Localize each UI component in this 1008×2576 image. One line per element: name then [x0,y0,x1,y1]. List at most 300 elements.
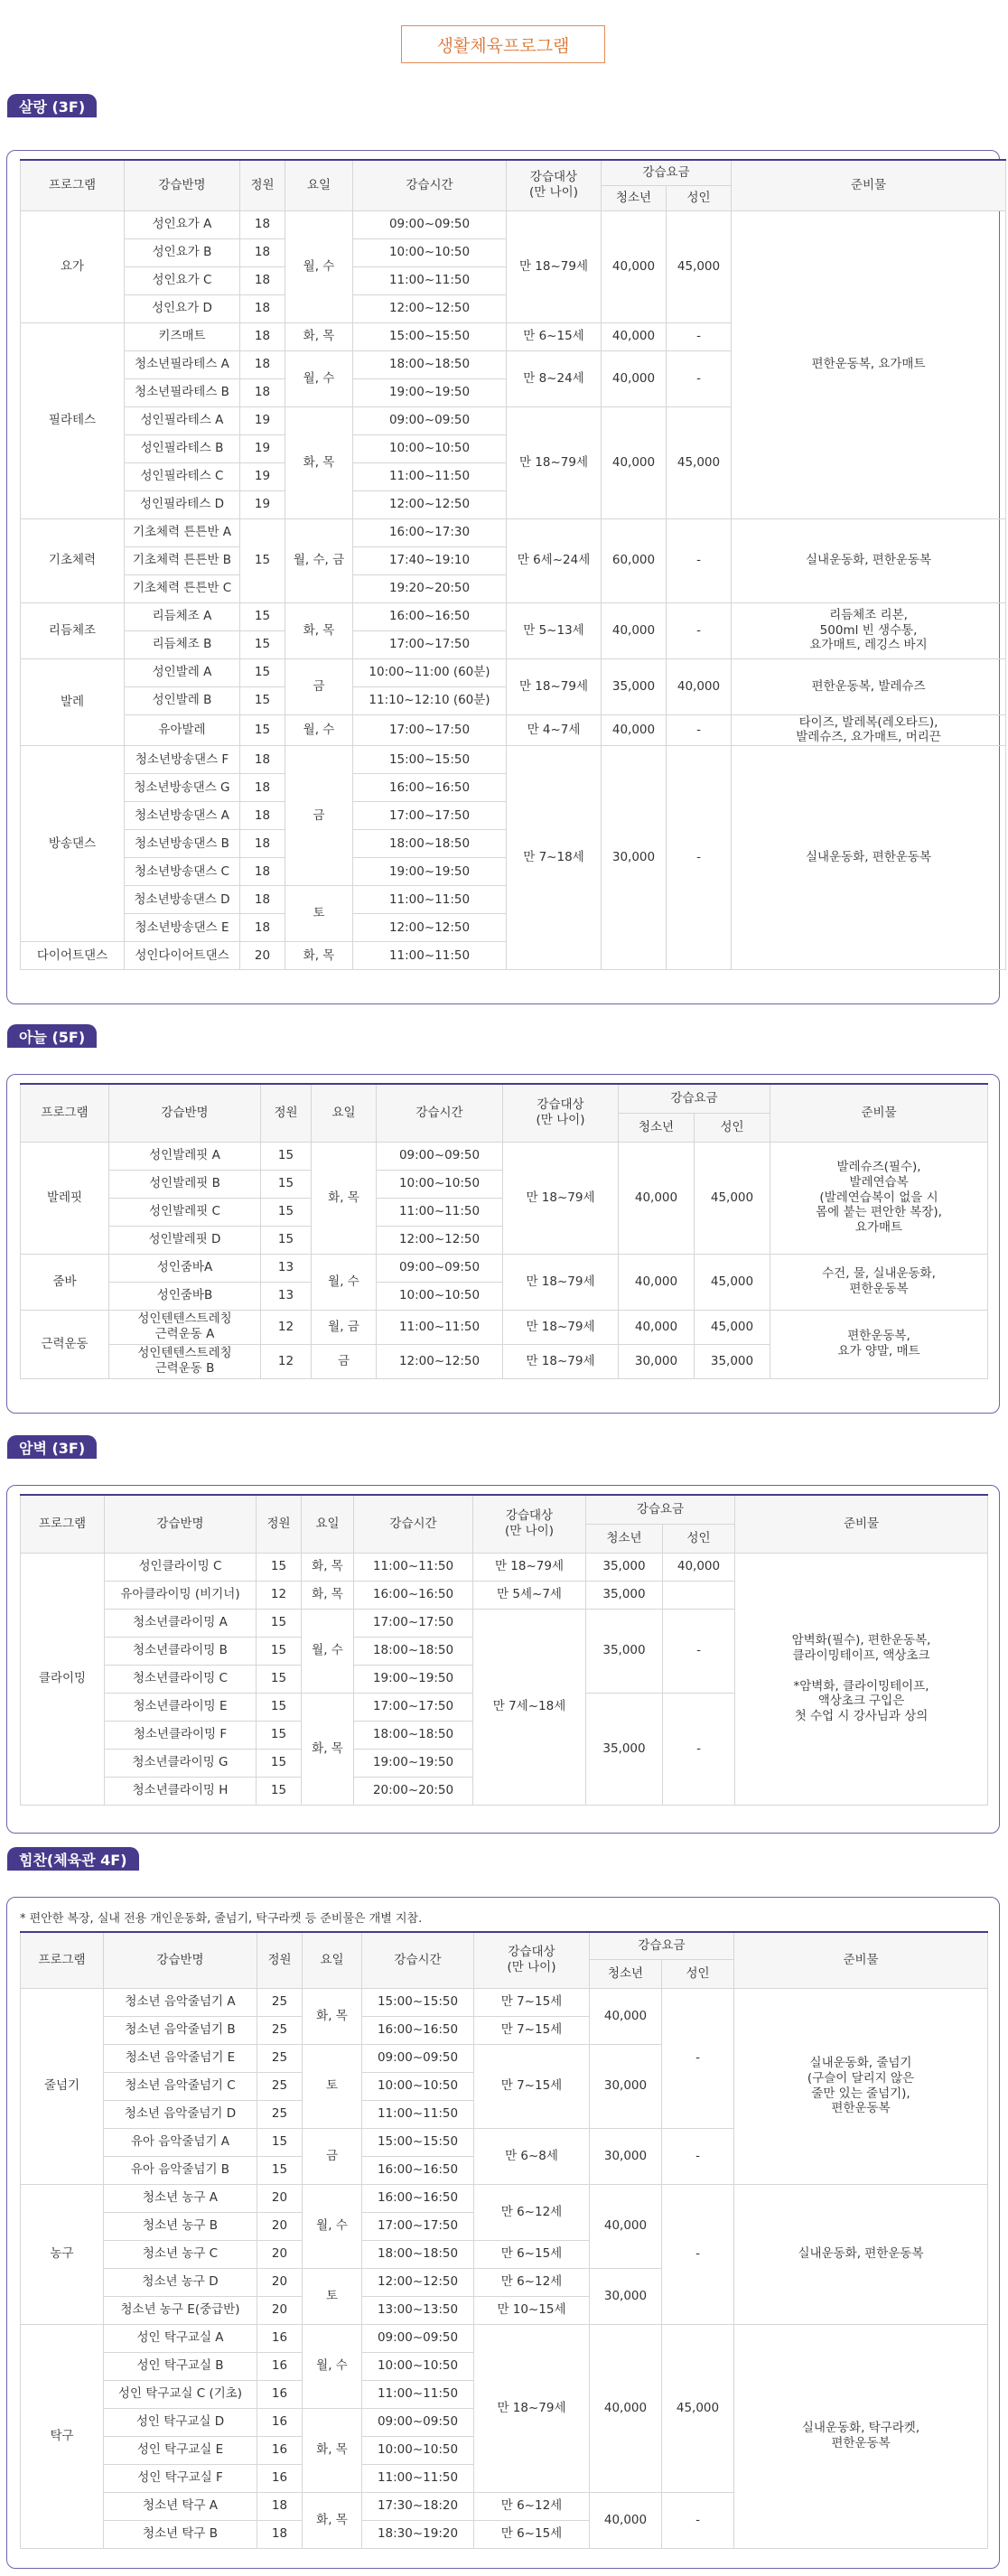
cell-col-3: 토 [303,2044,362,2128]
cell-col-2: 15 [257,1637,302,1665]
cell-col-4: 11:00~11:50 [353,266,507,294]
cell-col-6: 40,000 [619,1254,695,1310]
cell-col-2: 15 [257,1777,302,1805]
cell-col-5: 만 7~15세 [474,2044,590,2128]
cell-col-0: 발레핏 [21,1142,109,1254]
cell-col-3: 토 [303,2268,362,2324]
cell-col-3: 토 [285,886,353,942]
cell-col-2: 13 [261,1282,312,1310]
cell-col-4: 09:00~09:50 [377,1142,503,1170]
cell-col-1: 청소년방송댄스 F [125,746,240,774]
cell-col-5: 만 6~12세 [474,2268,590,2296]
table-row [21,658,1006,686]
cell-col-3: 화, 목 [303,2408,362,2492]
header-program: 프로그램 [21,1932,104,1988]
cell-col-1: 청소년 탁구 A [104,2492,257,2520]
cell-col-2: 18 [240,378,285,406]
cell-col-2: 20 [257,2296,303,2324]
table-row [21,210,1006,238]
cell-col-0: 탁구 [21,2324,104,2548]
cell-col-1: 성인 탁구교실 D [104,2408,257,2436]
header-youth: 청소년 [586,1524,663,1553]
cell-col-4: 11:00~11:50 [377,1198,503,1226]
cell-col-4: 17:00~17:50 [354,1609,473,1637]
cell-col-5: 만 7~18세 [507,746,602,970]
schedule-table [20,1931,988,2549]
cell-col-1: 유아 음악줄넘기 B [104,2156,257,2184]
cell-col-2: 15 [257,2156,303,2184]
cell-col-5: 만 10~15세 [474,2296,590,2324]
cell-col-3: 화, 목 [285,406,353,518]
cell-col-1: 성인요가 D [125,294,240,322]
cell-col-8: 리듬체조 리본, 500ml 빈 생수통, 요가매트, 레깅스 바지 [732,602,1006,658]
cell-col-2: 15 [240,518,285,602]
cell-col-3: 화, 목 [285,322,353,350]
cell-col-1: 청소년 농구 C [104,2240,257,2268]
header-items: 준비물 [732,160,1006,210]
cell-col-3: 월, 금 [312,1310,377,1344]
cell-col-0: 줄넘기 [21,1988,104,2184]
cell-col-4: 19:00~19:50 [353,858,507,886]
cell-col-4: 20:00~20:50 [354,1777,473,1805]
cell-col-3: 금 [285,746,353,886]
cell-col-0: 방송댄스 [21,746,125,942]
cell-col-8: 타이즈, 발레복(레오타드), 발레슈즈, 요가매트, 머리끈 [732,714,1006,746]
cell-col-0: 농구 [21,2184,104,2324]
cell-col-5: 만 18~79세 [503,1254,619,1310]
cell-col-7: - [667,746,732,970]
cell-col-4: 15:00~15:50 [353,322,507,350]
cell-col-7: 45,000 [695,1254,770,1310]
cell-col-1: 유아 음악줄넘기 A [104,2128,257,2156]
cell-col-3: 금 [285,658,353,714]
cell-col-2: 19 [240,434,285,462]
table-row [21,1988,988,2016]
header-youth: 청소년 [619,1113,695,1142]
header-adult: 성인 [663,1524,735,1553]
cell-col-1: 청소년클라이밍 E [105,1693,257,1721]
cell-col-7: 45,000 [695,1142,770,1254]
cell-col-2: 16 [257,2464,303,2492]
cell-col-1: 청소년 농구 B [104,2212,257,2240]
cell-col-1: 성인텐텐스트레칭 근력운동 A [109,1310,261,1344]
cell-col-1: 성인줌바B [109,1282,261,1310]
header-class: 강습반명 [104,1932,257,1988]
cell-col-1: 청소년방송댄스 E [125,914,240,942]
cell-col-3: 화, 목 [312,1142,377,1254]
cell-col-4: 12:00~12:50 [353,490,507,518]
cell-col-4: 18:00~18:50 [353,830,507,858]
cell-col-1: 성인필라테스 A [125,406,240,434]
cell-col-2: 18 [240,802,285,830]
cell-col-3: 화, 목 [303,2492,362,2548]
cell-col-5: 만 18~79세 [507,406,602,518]
cell-col-6: 30,000 [590,2268,662,2324]
cell-col-2: 12 [261,1344,312,1378]
cell-col-4: 12:00~12:50 [362,2268,474,2296]
cell-col-5: 만 18~79세 [473,1553,586,1581]
cell-col-4: 16:00~17:30 [353,518,507,546]
table-row [21,518,1006,546]
table-row [21,2184,988,2212]
cell-col-4: 17:30~18:20 [362,2492,474,2520]
table-row [21,2324,988,2352]
cell-col-6: 40,000 [602,602,667,658]
cell-col-6: 40,000 [590,2492,662,2548]
cell-col-1: 청소년 농구 A [104,2184,257,2212]
cell-col-4: 18:00~18:50 [354,1637,473,1665]
cell-col-7: 45,000 [667,406,732,518]
cell-col-4: 11:00~11:50 [362,2100,474,2128]
cell-col-2: 15 [240,714,285,746]
header-day: 요일 [303,1932,362,1988]
cell-col-1: 청소년 음악줄넘기 D [104,2100,257,2128]
cell-col-5: 만 7~15세 [474,1988,590,2016]
cell-col-2: 25 [257,1988,303,2016]
cell-col-2: 25 [257,2016,303,2044]
cell-col-3: 화, 목 [302,1693,354,1805]
cell-col-5: 만 6~8세 [474,2128,590,2184]
cell-col-2: 18 [240,350,285,378]
cell-col-1: 성인다이어트댄스 [125,942,240,970]
cell-col-8: 수건, 물, 실내운동화, 편한운동복 [770,1254,988,1310]
cell-col-3: 월, 수 [302,1609,354,1693]
cell-col-5: 만 18~79세 [503,1344,619,1378]
header-youth: 청소년 [602,185,667,210]
cell-col-7: 45,000 [667,210,732,322]
page-title: 생활체육프로그램 [401,25,605,63]
cell-col-3: 월, 수 [285,714,353,746]
cell-col-4: 19:00~19:50 [354,1749,473,1777]
cell-col-4: 10:00~10:50 [377,1170,503,1198]
cell-col-1: 청소년클라이밍 B [105,1637,257,1665]
cell-col-8: 실내운동화, 줄넘기 (구슬이 달리지 않은 줄만 있는 줄넘기), 편한운동복 [734,1988,988,2184]
cell-col-1: 성인요가 C [125,266,240,294]
cell-col-6: 40,000 [590,2184,662,2268]
header-class: 강습반명 [105,1495,257,1553]
cell-col-2: 18 [240,210,285,238]
cell-col-5: 만 6~15세 [474,2520,590,2548]
cell-col-1: 성인텐텐스트레칭 근력운동 B [109,1344,261,1378]
cell-col-4: 17:00~17:50 [353,802,507,830]
cell-col-8: 발레슈즈(필수), 발레연습복 (발레연습복이 없을 시 몸에 붙는 편안한 복장), 요가매트 [770,1142,988,1254]
header-adult: 성인 [667,185,732,210]
cell-col-1: 청소년 탁구 B [104,2520,257,2548]
cell-col-1: 성인발레핏 B [109,1170,261,1198]
cell-col-6: 30,000 [590,2044,662,2128]
cell-col-7: 40,000 [667,658,732,714]
cell-col-6: 40,000 [619,1142,695,1254]
cell-col-7: - [662,2184,734,2324]
cell-col-2: 25 [257,2044,303,2072]
cell-col-0: 발레 [21,658,125,746]
cell-col-2: 16 [257,2408,303,2436]
cell-col-7: - [662,1988,734,2128]
cell-col-4: 16:00~16:50 [353,774,507,802]
cell-col-1: 청소년클라이밍 C [105,1665,257,1693]
cell-col-1: 리듬체조 B [125,630,240,658]
cell-col-2: 15 [261,1226,312,1254]
cell-col-4: 11:00~11:50 [362,2380,474,2408]
schedule-table [20,1494,988,1806]
cell-col-3: 월, 수 [312,1254,377,1310]
cell-col-4: 16:00~16:50 [354,1581,473,1609]
cell-col-5: 만 18~79세 [507,210,602,322]
section-label: 힘찬(체육관 4F) [7,1847,139,1871]
cell-col-3: 월, 수 [285,350,353,406]
cell-col-1: 청소년클라이밍 G [105,1749,257,1777]
cell-col-2: 18 [240,858,285,886]
cell-col-2: 13 [261,1254,312,1282]
section-label: 아늘 (5F) [7,1024,97,1048]
header-capacity: 정원 [240,160,285,210]
header-capacity: 정원 [257,1495,302,1553]
cell-col-6: 30,000 [619,1344,695,1378]
header-capacity: 정원 [261,1084,312,1142]
cell-col-7: - [662,2128,734,2184]
cell-col-7: - [667,518,732,602]
cell-col-3: 월, 수, 금 [285,518,353,602]
cell-col-1: 유아클라이밍 (비기너) [105,1581,257,1609]
cell-col-4: 11:00~11:50 [353,942,507,970]
cell-col-8: 실내운동화, 편한운동복 [732,518,1006,602]
header-capacity: 정원 [257,1932,303,1988]
cell-col-4: 18:00~18:50 [353,350,507,378]
cell-col-6: 40,000 [602,322,667,350]
cell-col-4: 11:00~11:50 [353,886,507,914]
cell-col-4: 16:00~16:50 [362,2156,474,2184]
cell-col-4: 12:00~12:50 [353,914,507,942]
cell-col-1: 청소년 음악줄넘기 C [104,2072,257,2100]
cell-col-2: 12 [257,1581,302,1609]
header-target: 강습대상 (만 나이) [473,1495,586,1553]
cell-col-3: 금 [303,2128,362,2184]
cell-col-6: 40,000 [590,2324,662,2492]
cell-col-8: 편한운동복, 요가매트 [732,210,1006,518]
cell-col-4: 16:00~16:50 [353,602,507,630]
header-items: 준비물 [770,1084,988,1142]
cell-col-0: 근력운동 [21,1310,109,1378]
cell-col-4: 15:00~15:50 [362,2128,474,2156]
cell-col-4: 11:00~11:50 [377,1310,503,1344]
cell-col-1: 성인필라테스 D [125,490,240,518]
cell-col-6: 40,000 [602,210,667,322]
cell-col-6: 40,000 [602,406,667,518]
cell-col-8: 암벽화(필수), 편한운동복, 클라이밍테이프, 액상초크 *암벽화, 클라이밍테이프, 액상초크 구입은 첫 수업 시 강사님과 상의 [735,1553,988,1805]
cell-col-4: 17:00~17:50 [362,2212,474,2240]
cell-col-1: 청소년방송댄스 C [125,858,240,886]
cell-col-4: 10:00~10:50 [353,238,507,266]
cell-col-4: 16:00~16:50 [362,2016,474,2044]
cell-col-2: 18 [240,266,285,294]
cell-col-3: 화, 목 [285,942,353,970]
schedule-table [20,159,1006,970]
table-row [21,714,1006,746]
cell-col-1: 키즈매트 [125,322,240,350]
cell-col-5: 만 6~12세 [474,2184,590,2240]
cell-col-4: 17:40~19:10 [353,546,507,574]
header-items: 준비물 [735,1495,988,1553]
cell-col-2: 20 [240,942,285,970]
cell-col-1: 성인 탁구교실 B [104,2352,257,2380]
cell-col-2: 16 [257,2436,303,2464]
cell-col-2: 18 [240,774,285,802]
cell-col-5: 만 5~13세 [507,602,602,658]
cell-col-0: 리듬체조 [21,602,125,658]
cell-col-4: 12:00~12:50 [353,294,507,322]
cell-col-1: 성인 탁구교실 F [104,2464,257,2492]
cell-col-1: 성인발레핏 D [109,1226,261,1254]
cell-col-1: 성인발레 A [125,658,240,686]
cell-col-6: 40,000 [602,350,667,406]
cell-col-6: 60,000 [602,518,667,602]
cell-col-3: 화, 목 [303,1988,362,2044]
cell-col-4: 13:00~13:50 [362,2296,474,2324]
cell-col-0: 다이어트댄스 [21,942,125,970]
table-row [21,1142,988,1170]
cell-col-4: 16:00~16:50 [362,2184,474,2212]
cell-col-1: 성인필라테스 B [125,434,240,462]
cell-col-6: 40,000 [619,1310,695,1344]
cell-col-1: 청소년 음악줄넘기 B [104,2016,257,2044]
cell-col-1: 성인클라이밍 C [105,1553,257,1581]
cell-col-2: 15 [257,1553,302,1581]
cell-col-2: 18 [240,914,285,942]
header-class: 강습반명 [125,160,240,210]
header-fee: 강습요금 [602,160,732,185]
schedule-table [20,1083,988,1379]
cell-col-5: 만 18~79세 [474,2324,590,2492]
cell-col-1: 성인 탁구교실 A [104,2324,257,2352]
cell-col-4: 10:00~10:50 [377,1282,503,1310]
section-label: 암벽 (3F) [7,1435,97,1459]
header-items: 준비물 [734,1932,988,1988]
cell-col-4: 17:00~17:50 [353,714,507,746]
cell-col-2: 16 [257,2380,303,2408]
cell-col-8: 편한운동복, 발레슈즈 [732,658,1006,714]
header-fee: 강습요금 [590,1932,734,1959]
header-time: 강습시간 [354,1495,473,1553]
cell-col-1: 청소년클라이밍 F [105,1721,257,1749]
cell-col-1: 성인발레 B [125,686,240,714]
cell-col-7: 45,000 [662,2324,734,2492]
cell-col-1: 청소년방송댄스 D [125,886,240,914]
cell-col-1: 리듬체조 A [125,602,240,630]
cell-col-6: 35,000 [586,1609,663,1693]
cell-col-2: 18 [240,746,285,774]
cell-col-2: 18 [240,886,285,914]
cell-col-5: 만 6~15세 [507,322,602,350]
cell-col-2: 18 [240,238,285,266]
cell-col-2: 15 [240,686,285,714]
cell-col-4: 10:00~10:50 [362,2352,474,2380]
cell-col-1: 기초체력 튼튼반 C [125,574,240,602]
cell-col-4: 11:00~11:50 [353,462,507,490]
cell-col-8: 실내운동화, 편한운동복 [732,746,1006,970]
cell-col-1: 청소년클라이밍 A [105,1609,257,1637]
header-adult: 성인 [662,1959,734,1988]
cell-col-1: 유아발레 [125,714,240,746]
cell-col-2: 15 [257,1749,302,1777]
cell-col-4: 19:20~20:50 [353,574,507,602]
header-program: 프로그램 [21,1084,109,1142]
header-fee: 강습요금 [586,1495,735,1524]
cell-col-0: 클라이밍 [21,1553,105,1805]
cell-col-8: 편한운동복, 요가 양말, 매트 [770,1310,988,1378]
cell-col-1: 청소년클라이밍 H [105,1777,257,1805]
cell-col-5: 만 18~79세 [507,658,602,714]
cell-col-7: - [667,714,732,746]
cell-col-4: 09:00~09:50 [362,2408,474,2436]
cell-col-8: 실내운동화, 탁구라켓, 편한운동복 [734,2324,988,2548]
header-fee: 강습요금 [619,1084,770,1113]
cell-col-2: 25 [257,2072,303,2100]
cell-col-4: 17:00~17:50 [353,630,507,658]
cell-col-4: 12:00~12:50 [377,1226,503,1254]
cell-col-7: 35,000 [695,1344,770,1378]
cell-col-2: 19 [240,490,285,518]
cell-col-1: 기초체력 튼튼반 A [125,518,240,546]
cell-col-7: - [662,2492,734,2548]
cell-col-4: 10:00~11:00 (60분) [353,658,507,686]
cell-col-2: 15 [257,1721,302,1749]
cell-col-4: 09:00~09:50 [362,2324,474,2352]
cell-col-2: 15 [240,602,285,630]
cell-col-1: 청소년 농구 E(중급반) [104,2296,257,2324]
cell-col-0: 필라테스 [21,322,125,518]
table-row [21,602,1006,630]
cell-col-1: 성인발레핏 C [109,1198,261,1226]
cell-col-1: 성인 탁구교실 C (기초) [104,2380,257,2408]
cell-col-2: 25 [257,2100,303,2128]
cell-col-1: 청소년 음악줄넘기 E [104,2044,257,2072]
cell-col-1: 성인발레핏 A [109,1142,261,1170]
cell-col-4: 10:00~10:50 [353,434,507,462]
header-adult: 성인 [695,1113,770,1142]
cell-col-4: 17:00~17:50 [354,1693,473,1721]
cell-col-6: 35,000 [602,658,667,714]
cell-col-4: 15:00~15:50 [362,1988,474,2016]
section-note: * 편안한 복장, 실내 전용 개인운동화, 줄넘기, 탁구라켓 등 준비물은 개별 지참. [20,1912,423,1926]
cell-col-8: 실내운동화, 편한운동복 [734,2184,988,2324]
cell-col-1: 청소년방송댄스 A [125,802,240,830]
cell-col-2: 15 [261,1142,312,1170]
header-class: 강습반명 [109,1084,261,1142]
cell-col-6: 30,000 [590,2128,662,2184]
header-program: 프로그램 [21,1495,105,1553]
cell-col-7: 45,000 [695,1310,770,1344]
cell-col-2: 18 [240,322,285,350]
cell-col-2: 18 [257,2492,303,2520]
cell-col-4: 11:10~12:10 (60분) [353,686,507,714]
cell-col-2: 18 [257,2520,303,2548]
cell-col-5: 만 8~24세 [507,350,602,406]
cell-col-1: 성인필라테스 C [125,462,240,490]
cell-col-6: 35,000 [586,1553,663,1581]
cell-col-5: 만 6~12세 [474,2492,590,2520]
cell-col-5: 만 5세~7세 [473,1581,586,1609]
cell-col-2: 16 [257,2324,303,2352]
cell-col-7: - [667,602,732,658]
cell-col-5: 만 18~79세 [503,1142,619,1254]
cell-col-2: 15 [261,1198,312,1226]
cell-col-4: 09:00~09:50 [362,2044,474,2072]
section-label: 살랑 (3F) [7,94,97,117]
cell-col-3: 화, 목 [302,1581,354,1609]
cell-col-3: 월, 수 [303,2184,362,2268]
cell-col-4: 10:00~10:50 [362,2072,474,2100]
table-row [21,1553,988,1581]
